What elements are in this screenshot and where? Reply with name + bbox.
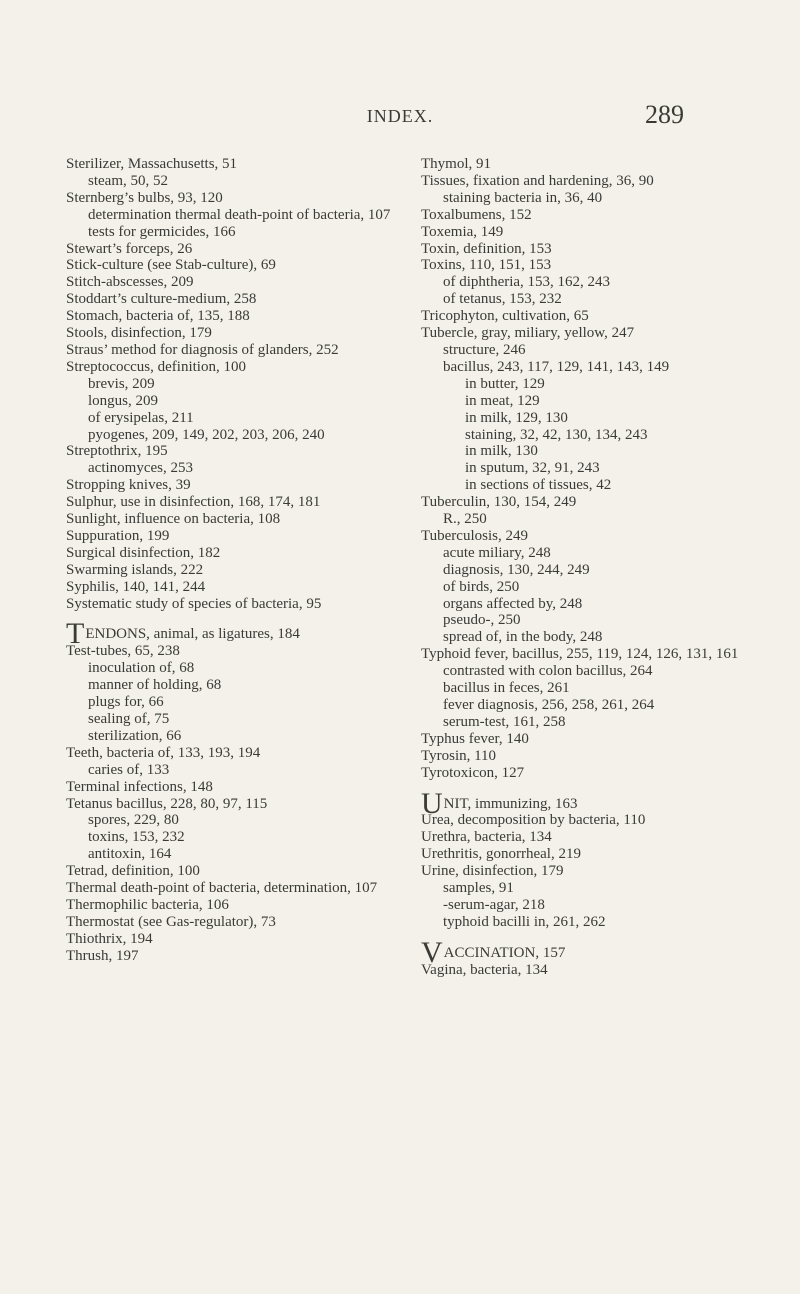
index-entry-text: inoculation of, 68 bbox=[88, 660, 195, 677]
index-entry-text: diagnosis, 130, 244, 249 bbox=[443, 561, 590, 578]
index-entry-text: Stewart’s forceps, 26 bbox=[66, 240, 193, 257]
index-entry-text: in meat, 129 bbox=[465, 392, 540, 409]
index-column-left bbox=[66, 156, 396, 965]
index-subentry bbox=[421, 342, 756, 359]
index-column-right bbox=[421, 156, 756, 979]
index-entry-text: spread of, in the body, 248 bbox=[443, 629, 603, 646]
index-entry-text: samples, 91 bbox=[443, 880, 514, 897]
index-entry-text: Urine, disinfection, 179 bbox=[421, 863, 564, 880]
index-entry bbox=[421, 863, 756, 880]
index-entry bbox=[66, 914, 396, 931]
index-subentry bbox=[421, 579, 756, 596]
index-entry-text: of diphtheria, 153, 162, 243 bbox=[443, 274, 611, 291]
index-entry bbox=[66, 562, 396, 579]
index-subentry bbox=[421, 410, 756, 427]
index-entry-text: Typhus fever, 140 bbox=[421, 730, 529, 747]
index-entry bbox=[66, 342, 396, 359]
index-entry-text: Urea, decomposition by bacteria, 110 bbox=[421, 812, 646, 829]
index-entry bbox=[66, 359, 396, 376]
index-entry-text: Stoddart’s culture-medium, 258 bbox=[66, 291, 257, 308]
index-entry-text: organs affected by, 248 bbox=[443, 595, 583, 612]
index-entry-text: tests for germicides, 166 bbox=[88, 223, 236, 240]
index-entry bbox=[66, 643, 396, 660]
index-entry-text: ACCINATION, 157 bbox=[443, 944, 566, 961]
index-subentry bbox=[421, 291, 756, 308]
index-entry bbox=[66, 190, 396, 207]
index-entry bbox=[421, 528, 756, 545]
index-entry-text: actinomyces, 253 bbox=[88, 460, 193, 477]
running-title: INDEX. bbox=[366, 106, 434, 126]
index-entry-text: determination thermal death-point of bacteria, 107 bbox=[88, 206, 391, 223]
index-entry-text: Stomach, bacteria of, 135, 188 bbox=[66, 308, 250, 325]
index-entry-text: Stitch-abscesses, 209 bbox=[66, 274, 194, 291]
index-entry bbox=[421, 241, 756, 258]
index-subentry bbox=[421, 427, 756, 444]
index-entry-text: sealing of, 75 bbox=[88, 711, 170, 727]
index-entry-text: Streptothrix, 195 bbox=[66, 443, 168, 460]
index-entry-text: Tricophyton, cultivation, 65 bbox=[421, 308, 589, 325]
index-entry bbox=[421, 935, 756, 969]
index-subentry bbox=[421, 680, 756, 697]
index-entry bbox=[66, 897, 396, 914]
index-entry-text: NIT, immunizing, 163 bbox=[443, 795, 578, 812]
index-entry bbox=[66, 596, 396, 613]
index-entry-text: of tetanus, 153, 232 bbox=[443, 291, 562, 308]
index-entry-text: Stools, disinfection, 179 bbox=[66, 325, 212, 342]
index-entry bbox=[66, 308, 396, 325]
index-entry bbox=[421, 257, 756, 274]
page-number: 289 bbox=[645, 100, 684, 129]
index-subentry bbox=[66, 694, 396, 711]
index-entry-text: Systematic study of species of bacteria, 95 bbox=[66, 595, 322, 612]
index-entry-text: bacillus, 243, 117, 129, 141, 143, 149 bbox=[443, 358, 670, 375]
index-entry bbox=[421, 207, 756, 224]
index-entry-text: Urethra, bacteria, 134 bbox=[421, 829, 552, 846]
index-subentry bbox=[421, 612, 756, 629]
index-entry-text: staining bacteria in, 36, 40 bbox=[443, 189, 603, 206]
index-subentry bbox=[421, 663, 756, 680]
index-entry-text: Thymol, 91 bbox=[421, 156, 491, 172]
index-entry-text: plugs for, 66 bbox=[88, 694, 164, 711]
index-subentry bbox=[421, 562, 756, 579]
index-entry-text: Tuberculin, 130, 154, 249 bbox=[421, 494, 577, 511]
index-entry-text: pyogenes, 209, 149, 202, 203, 206, 240 bbox=[88, 426, 325, 443]
index-entry-text: Toxemia, 149 bbox=[421, 223, 504, 240]
index-entry bbox=[66, 241, 396, 258]
index-entry bbox=[421, 308, 756, 325]
index-entry-text: Tubercle, gray, miliary, yellow, 247 bbox=[421, 325, 635, 342]
index-subentry bbox=[421, 376, 756, 393]
index-entry-text: fever diagnosis, 256, 258, 261, 264 bbox=[443, 697, 655, 713]
index-entry bbox=[66, 494, 396, 511]
index-entry bbox=[66, 325, 396, 342]
index-entry-text: of birds, 250 bbox=[443, 578, 520, 595]
index-subentry bbox=[421, 596, 756, 613]
index-subentry bbox=[66, 410, 396, 427]
index-entry bbox=[421, 173, 756, 190]
index-subentry bbox=[66, 393, 396, 410]
index-entry-text: Typhoid fever, bacillus, 255, 119, 124, 126, 131, 161 bbox=[421, 646, 739, 663]
index-subentry bbox=[66, 846, 396, 863]
index-entry bbox=[66, 863, 396, 880]
index-entry bbox=[421, 846, 756, 863]
index-entry bbox=[421, 156, 756, 173]
index-entry bbox=[66, 617, 396, 651]
index-entry bbox=[66, 528, 396, 545]
index-entry-text: spores, 229, 80 bbox=[88, 812, 179, 829]
index-entry-text: manner of holding, 68 bbox=[88, 677, 222, 694]
index-entry-text: serum-test, 161, 258 bbox=[443, 713, 566, 730]
index-entry bbox=[66, 880, 396, 897]
index-entry bbox=[66, 477, 396, 494]
index-subentry bbox=[66, 460, 396, 477]
index-subentry bbox=[66, 376, 396, 393]
index-subentry bbox=[66, 812, 396, 829]
index-entry-text: caries of, 133 bbox=[88, 761, 170, 778]
index-entry-text: Suppuration, 199 bbox=[66, 527, 170, 544]
index-entry bbox=[66, 511, 396, 528]
index-entry bbox=[421, 786, 756, 820]
index-entry-text: Toxin, definition, 153 bbox=[421, 240, 552, 257]
index-entry bbox=[66, 274, 396, 291]
index-subentry bbox=[66, 728, 396, 745]
index-entry-text: typhoid bacilli in, 261, 262 bbox=[443, 913, 606, 930]
index-entry bbox=[66, 931, 396, 948]
index-entry-text: Vagina, bacteria, 134 bbox=[421, 961, 548, 978]
index-entry-text: Swarming islands, 222 bbox=[66, 561, 204, 578]
index-entry-text: in butter, 129 bbox=[465, 375, 545, 392]
index-entry bbox=[66, 545, 396, 562]
index-subentry bbox=[421, 190, 756, 207]
index-entry bbox=[421, 748, 756, 765]
index-entry bbox=[66, 579, 396, 596]
index-entry bbox=[421, 731, 756, 748]
index-entry bbox=[66, 156, 396, 173]
index-subentry bbox=[421, 443, 756, 460]
section-initial: V bbox=[421, 935, 443, 969]
index-entry-text: Toxalbumens, 152 bbox=[421, 206, 532, 223]
index-entry-text: Tyrotoxicon, 127 bbox=[421, 764, 525, 781]
section-initial: U bbox=[421, 786, 443, 820]
section-initial: T bbox=[66, 617, 85, 651]
index-entry-text: pseudo-, 250 bbox=[443, 612, 521, 629]
index-subentry bbox=[421, 511, 756, 528]
index-subentry bbox=[66, 829, 396, 846]
index-entry bbox=[421, 829, 756, 846]
index-entry-text: Surgical disinfection, 182 bbox=[66, 544, 221, 561]
index-entry-text: Toxins, 110, 151, 153 bbox=[421, 257, 552, 274]
running-head bbox=[0, 100, 800, 140]
index-entry bbox=[66, 443, 396, 460]
index-entry-text: Stropping knives, 39 bbox=[66, 477, 191, 494]
index-entry bbox=[421, 646, 756, 663]
index-entry-text: Tuberculosis, 249 bbox=[421, 527, 528, 544]
index-entry-text: Sulphur, use in disinfection, 168, 174, 181 bbox=[66, 494, 321, 511]
index-entry-text: Tetrad, definition, 100 bbox=[66, 863, 200, 880]
index-subentry bbox=[421, 359, 756, 376]
index-entry-text: longus, 209 bbox=[88, 392, 159, 409]
index-entry-text: Syphilis, 140, 141, 244 bbox=[66, 578, 206, 595]
index-entry bbox=[421, 765, 756, 782]
index-entry bbox=[421, 325, 756, 342]
index-entry-text: in sputum, 32, 91, 243 bbox=[465, 460, 600, 477]
index-entry-text: Teeth, bacteria of, 133, 193, 194 bbox=[66, 744, 261, 761]
index-subentry bbox=[66, 207, 396, 224]
index-subentry bbox=[66, 711, 396, 728]
index-entry-text: brevis, 209 bbox=[88, 375, 155, 392]
index-subentry bbox=[421, 629, 756, 646]
index-entry-text: in sections of tissues, 42 bbox=[465, 477, 612, 494]
index-entry bbox=[66, 779, 396, 796]
index-entry-text: Thermostat (see Gas-regulator), 73 bbox=[66, 913, 276, 930]
index-entry-text: Sternberg’s bulbs, 93, 120 bbox=[66, 189, 223, 206]
index-entry-text: Tissues, fixation and hardening, 36, 90 bbox=[421, 172, 654, 189]
index-subentry bbox=[421, 477, 756, 494]
index-subentry bbox=[421, 460, 756, 477]
index-entry-text: toxins, 153, 232 bbox=[88, 829, 185, 846]
index-entry-text: -serum-agar, 218 bbox=[443, 896, 545, 913]
index-entry-text: Urethritis, gonorrheal, 219 bbox=[421, 846, 581, 863]
index-entry-text: Stick-culture (see Stab-culture), 69 bbox=[66, 257, 276, 274]
index-entry-text: acute miliary, 248 bbox=[443, 544, 551, 561]
index-entry bbox=[66, 948, 396, 965]
index-subentry bbox=[421, 897, 756, 914]
index-entry bbox=[66, 291, 396, 308]
index-entry-text: of erysipelas, 211 bbox=[88, 409, 194, 426]
index-entry-text: Test-tubes, 65, 238 bbox=[66, 643, 180, 660]
index-entry-text: contrasted with colon bacillus, 264 bbox=[443, 663, 653, 680]
index-entry-text: Tetanus bacillus, 228, 80, 97, 115 bbox=[66, 795, 268, 812]
index-entry bbox=[421, 812, 756, 829]
index-subentry bbox=[66, 677, 396, 694]
index-entry bbox=[66, 257, 396, 274]
index-entry-text: in milk, 130 bbox=[465, 443, 538, 460]
index-entry-text: ENDONS, animal, as ligatures, 184 bbox=[85, 626, 300, 643]
index-entry-text: structure, 246 bbox=[443, 341, 526, 358]
index-entry-text: Streptococcus, definition, 100 bbox=[66, 358, 246, 375]
index-entry-text: Terminal infections, 148 bbox=[66, 778, 213, 795]
index-subentry bbox=[66, 173, 396, 190]
index-subentry bbox=[421, 393, 756, 410]
index-entry bbox=[421, 494, 756, 511]
index-subentry bbox=[66, 224, 396, 241]
index-subentry bbox=[421, 697, 756, 714]
index-entry-text: R., 250 bbox=[443, 511, 487, 528]
index-entry-text: Tyrosin, 110 bbox=[421, 747, 497, 764]
index-subentry bbox=[66, 660, 396, 677]
index-entry-text: staining, 32, 42, 130, 134, 243 bbox=[465, 426, 648, 443]
index-entry-text: Sterilizer, Massachusetts, 51 bbox=[66, 156, 238, 172]
index-subentry bbox=[421, 545, 756, 562]
index-entry-text: steam, 50, 52 bbox=[88, 172, 168, 189]
index-subentry bbox=[66, 762, 396, 779]
index-subentry bbox=[421, 714, 756, 731]
index-entry-text: Sunlight, influence on bacteria, 108 bbox=[66, 511, 281, 528]
index-entry-text: bacillus in feces, 261 bbox=[443, 680, 570, 697]
index-subentry bbox=[66, 427, 396, 444]
index-entry-text: Thermal death-point of bacteria, determination, 107 bbox=[66, 880, 378, 897]
index-entry bbox=[421, 962, 756, 979]
index-entry bbox=[66, 796, 396, 813]
index-entry-text: sterilization, 66 bbox=[88, 727, 182, 744]
index-entry-text: antitoxin, 164 bbox=[88, 846, 172, 863]
index-entry bbox=[421, 224, 756, 241]
index-entry-text: Thiothrix, 194 bbox=[66, 930, 153, 947]
index-entry-text: Thrush, 197 bbox=[66, 947, 139, 964]
index-entry-text: Thermophilic bacteria, 106 bbox=[66, 896, 229, 913]
index-entry-text: Straus’ method for diagnosis of glanders, 252 bbox=[66, 341, 339, 358]
index-subentry bbox=[421, 274, 756, 291]
index-entry bbox=[66, 745, 396, 762]
index-entry-text: in milk, 129, 130 bbox=[465, 409, 568, 426]
index-subentry bbox=[421, 914, 756, 931]
index-subentry bbox=[421, 880, 756, 897]
